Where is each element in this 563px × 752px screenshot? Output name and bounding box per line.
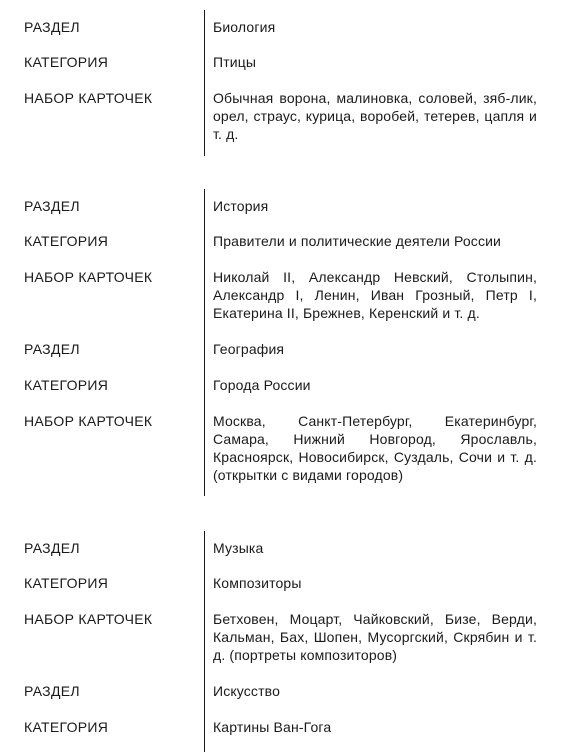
section-label: РАЗДЕЛ — [24, 198, 80, 214]
cards-value: Бетховен, Моцарт, Чайковский, Бизе, Верди, Кальман, Бах, Шопен, Мусоргский, Скрябин и т. д. (портреты композиторов) — [213, 611, 537, 663]
category-label: КАТЕГОРИЯ — [24, 719, 109, 735]
cards-label: НАБОР КАРТОЧЕК — [24, 611, 153, 627]
section-label: РАЗДЕЛ — [24, 683, 80, 699]
category-value: Картины Ван-Гога — [213, 719, 332, 735]
section-label: РАЗДЕЛ — [24, 341, 80, 357]
category-value: Правители и политические деятели России — [213, 233, 502, 249]
cards-label: НАБОР КАРТОЧЕК — [24, 269, 153, 285]
cards-label: НАБОР КАРТОЧЕК — [24, 413, 153, 429]
section-label: РАЗДЕЛ — [24, 540, 80, 556]
category-value: Композиторы — [213, 575, 302, 591]
cards-label: НАБОР КАРТОЧЕК — [24, 90, 153, 106]
cards-value: Николай II, Александр Невский, Столыпин, Александр I, Ленин, Иван Грозный, Петр I, Екатерина II, Брежнев, Керенский и т. д. — [213, 269, 537, 321]
section-value: География — [213, 341, 285, 357]
section-value: Искусство — [213, 683, 281, 699]
section-value: Биология — [213, 19, 276, 35]
column-divider — [204, 189, 205, 496]
card-block-music-art — [0, 531, 563, 752]
category-label: КАТЕГОРИЯ — [24, 575, 109, 591]
section-value: История — [213, 198, 269, 214]
card-block-biology — [0, 10, 563, 156]
card-block-history-geography — [0, 189, 563, 496]
cards-value: Москва, Санкт-Петербург, Екатеринбург, Самара, Нижний Новгород, Ярославль, Красноярск, Новосибирск, Суздаль, Сочи и т. д. (открытки с видами городов) — [213, 413, 537, 483]
section-value: Музыка — [213, 540, 264, 556]
category-value: Птицы — [213, 54, 257, 70]
category-label: КАТЕГОРИЯ — [24, 54, 109, 70]
category-label: КАТЕГОРИЯ — [24, 377, 109, 393]
category-value: Города России — [213, 377, 311, 393]
column-divider — [204, 531, 205, 752]
category-label: КАТЕГОРИЯ — [24, 233, 109, 249]
section-label: РАЗДЕЛ — [24, 19, 80, 35]
column-divider — [204, 10, 205, 156]
cards-value: Обычная ворона, малиновка, соловей, зяб-лик, орел, страус, курица, воробей, тетерев, цапля и т. д. — [213, 90, 537, 142]
